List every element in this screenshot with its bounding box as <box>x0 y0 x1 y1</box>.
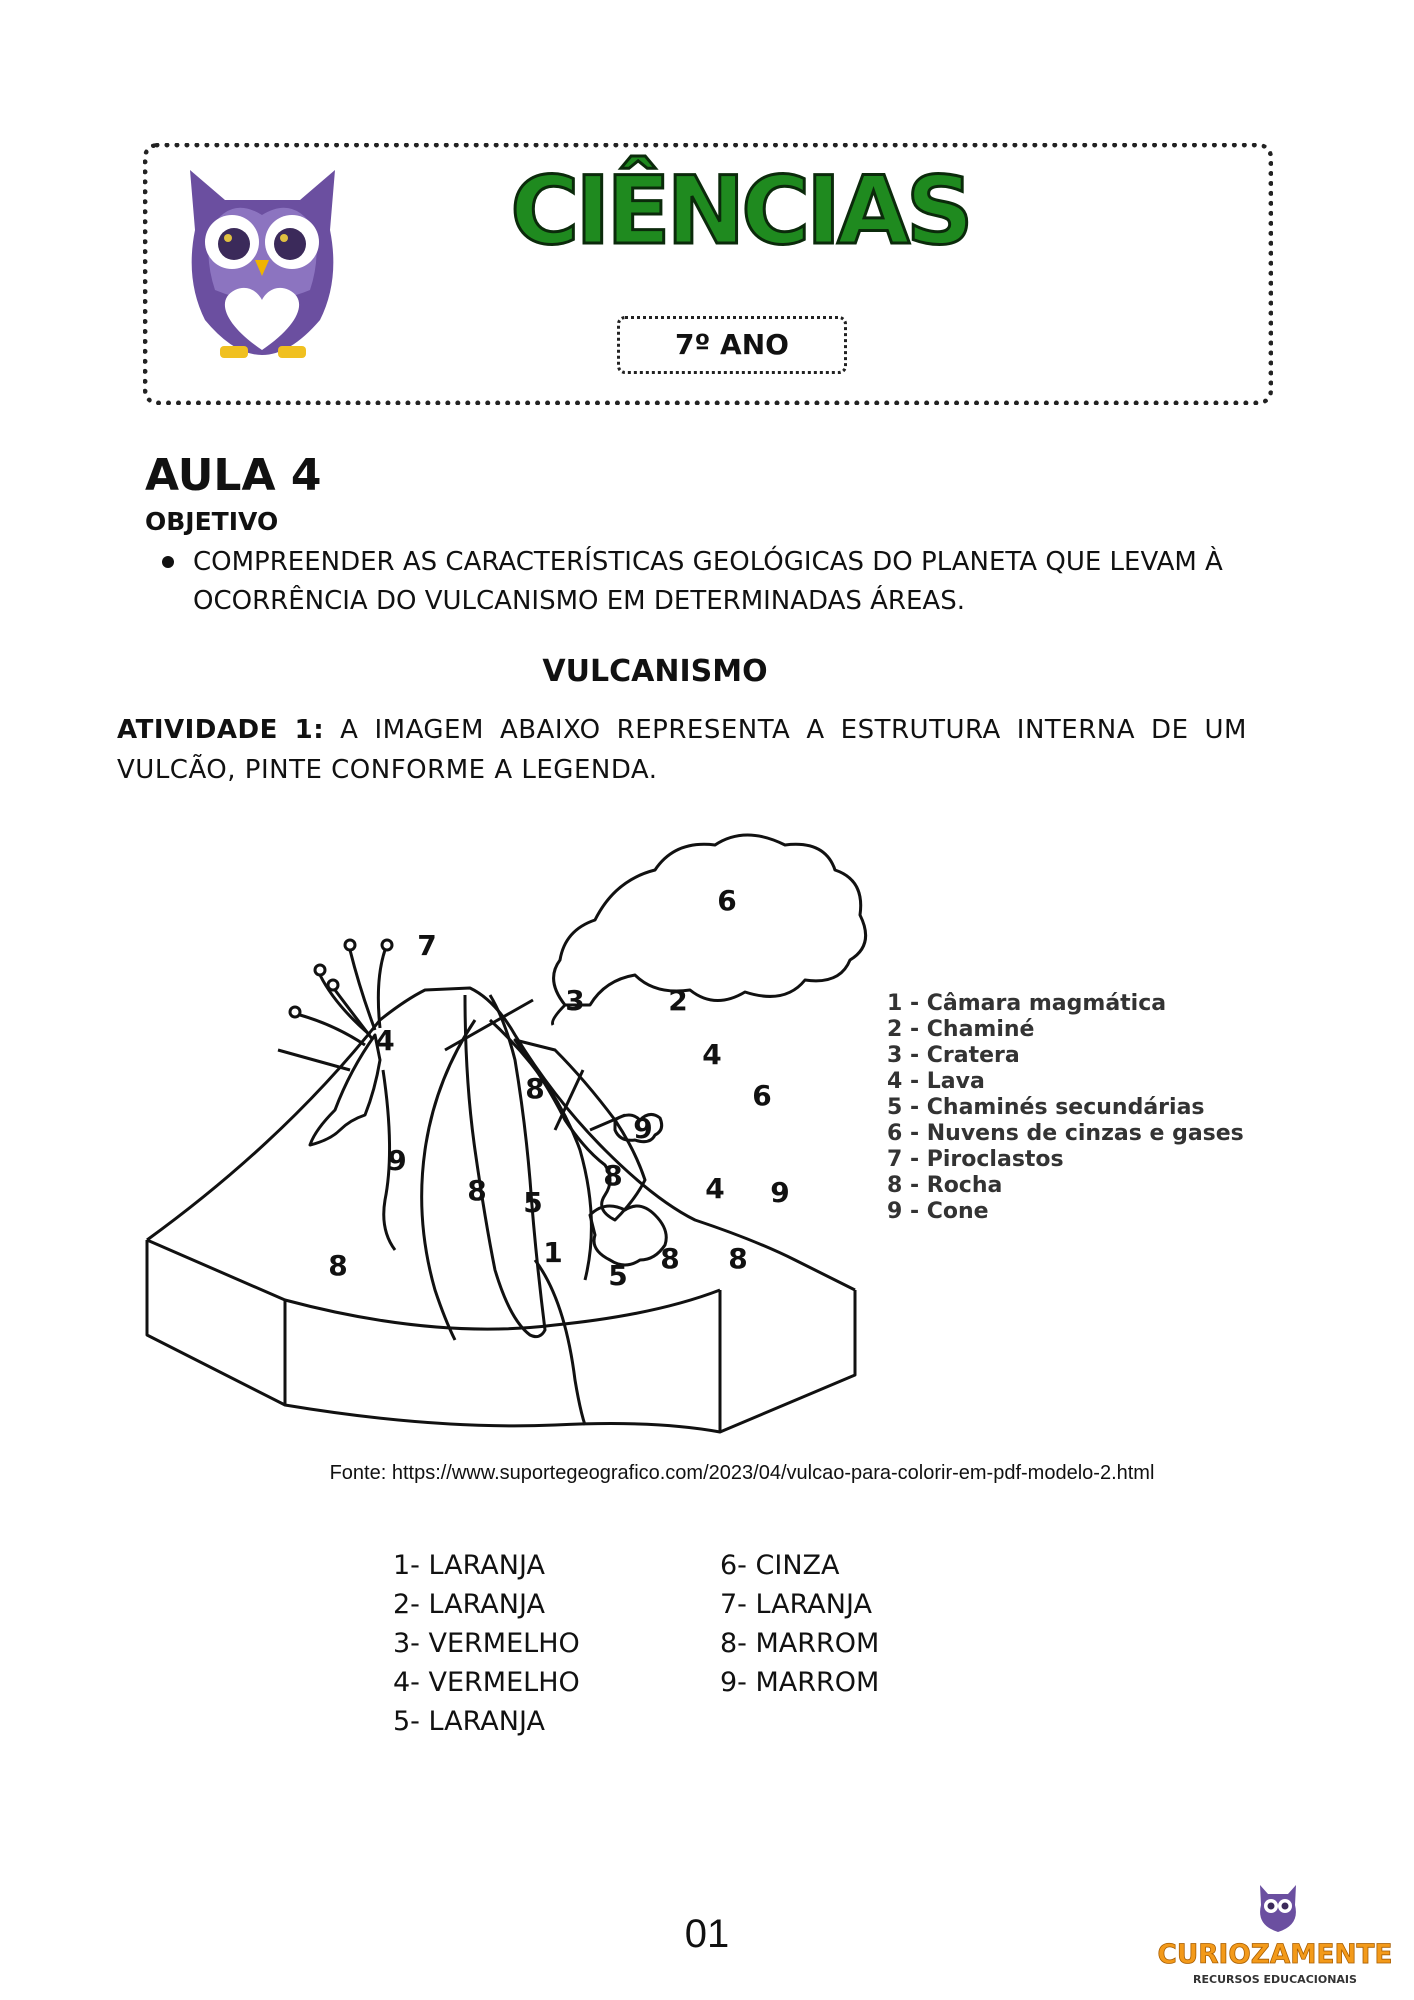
color-key-item: 2- LARANJA <box>393 1589 545 1620</box>
diagram-label: 4 <box>702 1038 722 1071</box>
color-key-item: 8- MARROM <box>720 1628 880 1659</box>
diagram-label: 8 <box>467 1174 487 1207</box>
ash-cloud-outline <box>554 835 866 1005</box>
color-key-item: 9- MARROM <box>720 1667 880 1698</box>
color-key-left <box>393 1546 580 1741</box>
lava-pool <box>590 1206 666 1265</box>
legend-item: 3 - Cratera <box>887 1043 1020 1068</box>
color-key-item: 6- CINZA <box>720 1550 840 1581</box>
diagram-label: 9 <box>633 1112 653 1145</box>
grade-badge: 7º ANO <box>617 316 847 374</box>
main-chimney <box>465 995 545 1337</box>
color-key-item: 1- LARANJA <box>393 1550 545 1581</box>
source-citation: Fonte: https://www.suportegeografico.com/2023/04/vulcao-para-colorir-em-pdf-modelo-2.html <box>329 1462 1155 1484</box>
subject-title: CIÊNCIAS <box>510 157 970 266</box>
diagram-label: 2 <box>668 984 688 1017</box>
owl-mascot-icon <box>170 160 355 360</box>
diagram-label: 5 <box>523 1186 543 1219</box>
legend-item: 4 - Lava <box>887 1069 985 1094</box>
volcano-diagram <box>135 820 1285 1460</box>
legend-item: 7 - Piroclastos <box>887 1147 1064 1172</box>
diagram-label: 1 <box>543 1236 563 1269</box>
activity-text: A IMAGEM ABAIXO REPRESENTA A ESTRUTURA INTERNA DE UM VULCÃO, PINTE CONFORME A LEGENDA. <box>117 715 1247 785</box>
diagram-label: 5 <box>608 1259 628 1292</box>
diagram-label: 8 <box>603 1159 623 1192</box>
legend-item: 2 - Chaminé <box>887 1017 1035 1042</box>
brand-name: CURIOZAMENTE <box>1157 1939 1393 1970</box>
diagram-label: 4 <box>705 1172 725 1205</box>
color-key-item: 4- VERMELHO <box>393 1667 580 1698</box>
activity-instructions <box>117 710 1247 790</box>
diagram-label: 9 <box>387 1144 407 1177</box>
diagram-label: 3 <box>565 984 585 1017</box>
owl-logo-icon <box>1260 1885 1296 1932</box>
diagram-label: 9 <box>770 1176 790 1209</box>
section-title: VULCANISMO <box>542 654 768 689</box>
legend-item: 5 - Chaminés secundárias <box>887 1095 1205 1120</box>
color-key-item: 5- LARANJA <box>393 1706 545 1737</box>
diagram-label: 8 <box>328 1249 348 1282</box>
brand-logo <box>1150 1880 1400 1990</box>
legend-item: 9 - Cone <box>887 1199 989 1224</box>
legend-item: 1 - Câmara magmática <box>887 991 1167 1016</box>
page-number: 01 <box>684 1912 730 1956</box>
bullet-icon <box>162 556 174 568</box>
color-key-right <box>720 1546 879 1702</box>
color-key-item: 3- VERMELHO <box>393 1628 580 1659</box>
lesson-title: AULA 4 <box>145 450 322 501</box>
diagram-label: 8 <box>728 1242 748 1275</box>
legend-item: 6 - Nuvens de cinzas e gases <box>887 1121 1244 1146</box>
diagram-label: 6 <box>752 1079 772 1112</box>
ground-block <box>147 1240 855 1432</box>
color-key-item: 7- LARANJA <box>720 1589 872 1620</box>
diagram-label: 7 <box>417 929 437 962</box>
activity-label: ATIVIDADE 1: <box>117 715 325 745</box>
legend-item: 8 - Rocha <box>887 1173 1003 1198</box>
diagram-label: 8 <box>525 1072 545 1105</box>
brand-tagline: RECURSOS EDUCACIONAIS <box>1193 1973 1357 1986</box>
diagram-label: 8 <box>660 1242 680 1275</box>
volcano-cone <box>147 988 855 1290</box>
diagram-label: 4 <box>375 1024 395 1057</box>
diagram-label: 6 <box>717 884 737 917</box>
objective-text: COMPREENDER AS CARACTERÍSTICAS GEOLÓGICAS DO PLANETA QUE LEVAM À OCORRÊNCIA DO VULCANISMO EM DETERMINADAS ÁREAS. <box>193 547 1223 616</box>
objective-label: OBJETIVO <box>145 507 279 536</box>
